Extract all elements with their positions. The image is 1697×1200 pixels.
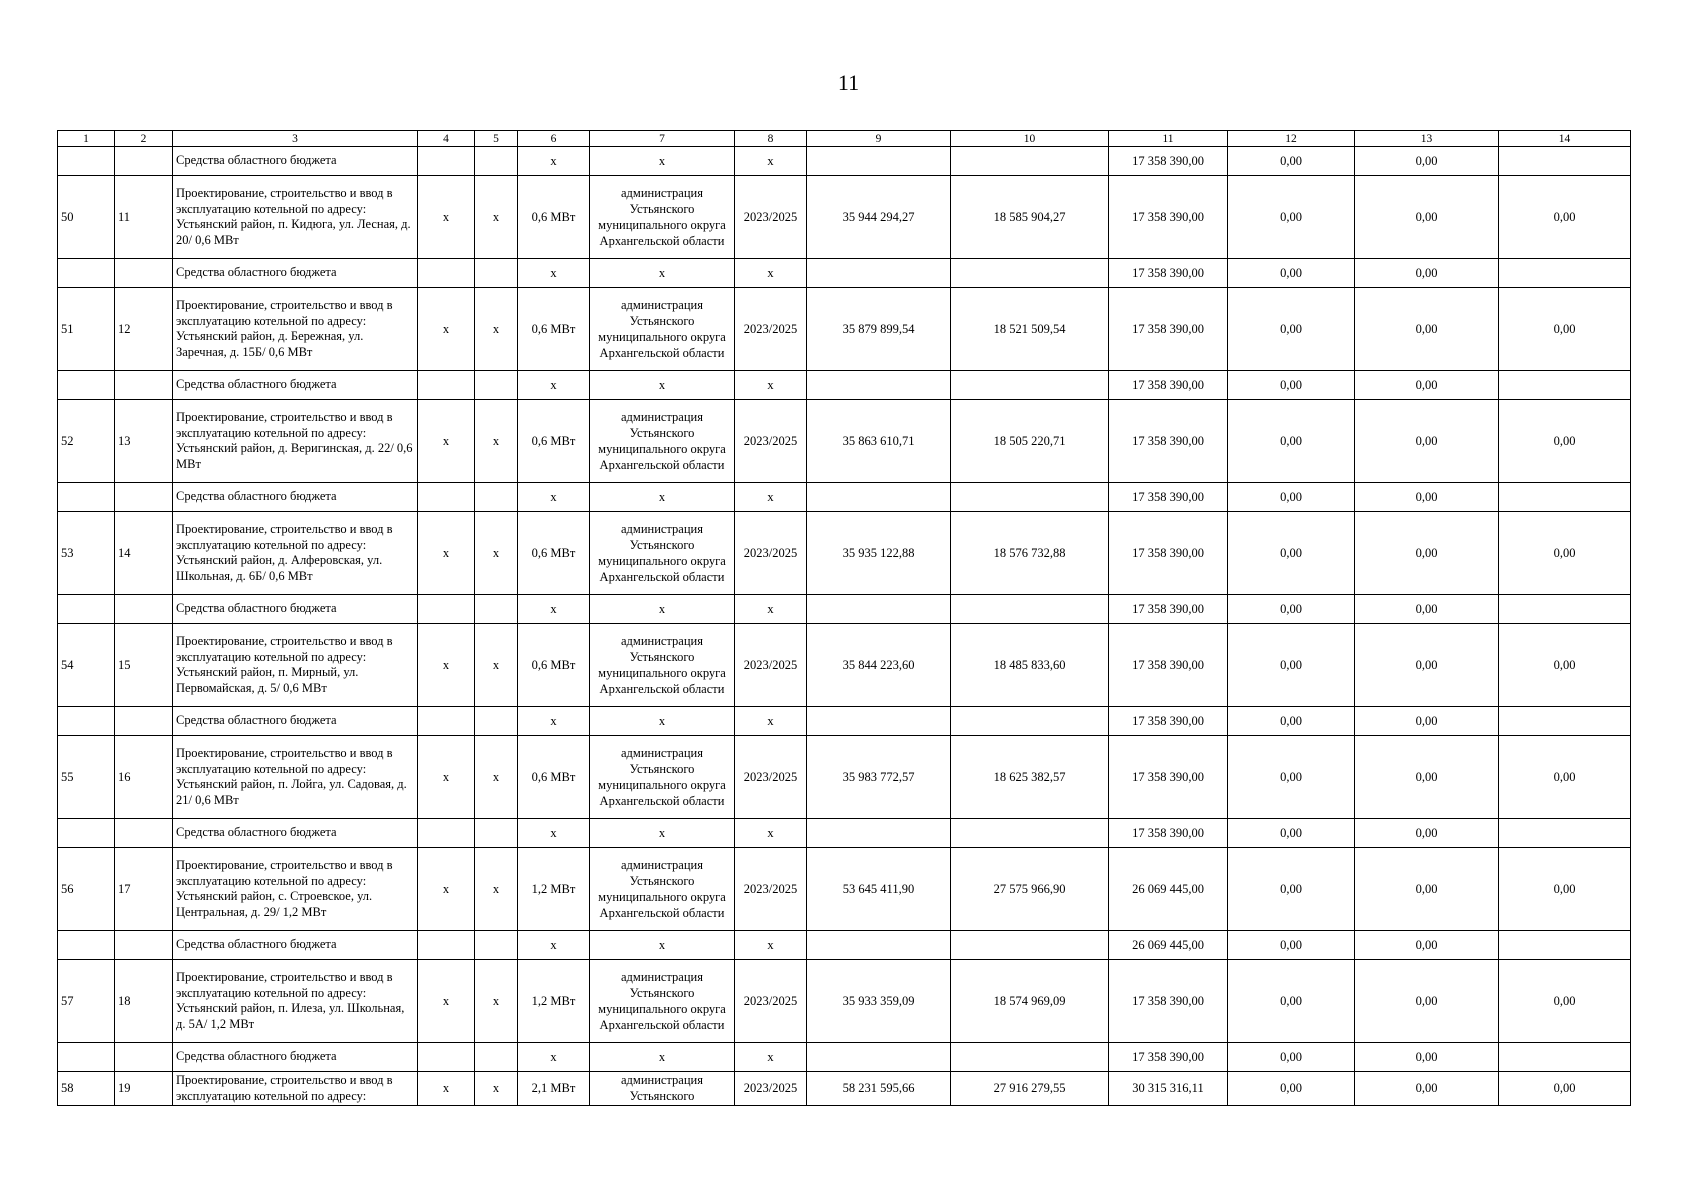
table-cell: 17 358 390,00 [1109,259,1228,288]
table-cell: х [475,1072,518,1106]
table-cell: 0,00 [1499,288,1631,371]
table-cell: администрация Устьянского муниципального округа Архангельской области [590,960,735,1043]
table-cell: 0,00 [1228,624,1355,707]
table-cell: 17 358 390,00 [1109,595,1228,624]
table-cell [807,371,951,400]
table-cell [1499,931,1631,960]
table-cell: 17 358 390,00 [1109,147,1228,176]
table-cell: Проектирование, строительство и ввод в эксплуатацию котельной по адресу: Устьянский район, д. Алферовская, ул. Школьная, д. 6Б/ 0,6 МВт [173,512,418,595]
table-cell: 18 505 220,71 [951,400,1109,483]
table-cell: 0,00 [1228,1043,1355,1072]
table-cell: 35 944 294,27 [807,176,951,259]
table-cell [1499,1043,1631,1072]
table-cell: Средства областного бюджета [173,707,418,736]
table-cell: 0,00 [1499,848,1631,931]
table-cell: Средства областного бюджета [173,147,418,176]
table-cell: 0,00 [1355,371,1499,400]
table-cell: 0,00 [1228,371,1355,400]
table-cell: 17 358 390,00 [1109,176,1228,259]
object-row [58,1072,1631,1106]
page-number: 11 [837,70,860,95]
table-cell: Средства областного бюджета [173,819,418,848]
object-row [58,736,1631,819]
table-cell: Проектирование, строительство и ввод в эксплуатацию котельной по адресу: Устьянский район, с. Строевское, ул. Центральная, д. 29/ 1,2 МВт [173,848,418,931]
table-cell: 0,00 [1228,931,1355,960]
table-cell: 0,00 [1499,1072,1631,1106]
table-cell: Проектирование, строительство и ввод в эксплуатацию котельной по адресу: [173,1072,418,1106]
object-row [58,400,1631,483]
object-row [58,176,1631,259]
table-cell: администрация Устьянского муниципального округа Архангельской области [590,288,735,371]
table-cell [951,483,1109,512]
table-cell [115,259,173,288]
table-cell: 0,00 [1499,960,1631,1043]
table-cell [807,1043,951,1072]
table-cell: администрация Устьянского [590,1072,735,1106]
table-cell: х [735,483,807,512]
table-cell [418,1043,475,1072]
column-number-row [58,131,1631,147]
table-cell: 56 [58,848,115,931]
table-cell: х [590,483,735,512]
column-number: 12 [1228,131,1355,147]
table-cell: 19 [115,1072,173,1106]
table-cell [951,147,1109,176]
table-cell: 53 [58,512,115,595]
table-cell: 0,00 [1355,736,1499,819]
column-number: 13 [1355,131,1499,147]
table-cell: администрация Устьянского муниципального округа Архангельской области [590,624,735,707]
table-cell [418,707,475,736]
column-number: 11 [1109,131,1228,147]
table-cell: 2023/2025 [735,1072,807,1106]
table-cell: 13 [115,400,173,483]
table-cell: 18 485 833,60 [951,624,1109,707]
funding-row [58,483,1631,512]
table-cell: х [518,259,590,288]
table-cell: х [735,147,807,176]
table-cell: 0,00 [1499,400,1631,483]
table-cell: 0,00 [1355,819,1499,848]
object-row [58,512,1631,595]
table-cell [1499,707,1631,736]
table-cell: х [590,931,735,960]
table-cell [418,483,475,512]
table-cell: х [735,931,807,960]
table-cell: 17 358 390,00 [1109,736,1228,819]
table-cell [115,483,173,512]
table-cell: 0,00 [1228,960,1355,1043]
table-cell [1499,147,1631,176]
table-cell: х [735,707,807,736]
table-cell [418,259,475,288]
table-cell [115,371,173,400]
table-cell: 0,6 МВт [518,736,590,819]
table-cell: х [475,400,518,483]
table-cell: х [475,624,518,707]
table-cell: 0,00 [1228,1072,1355,1106]
object-row [58,960,1631,1043]
table-cell: 35 879 899,54 [807,288,951,371]
table-cell: Средства областного бюджета [173,483,418,512]
funding-row [58,371,1631,400]
table-cell: 1,2 МВт [518,848,590,931]
table-cell [115,707,173,736]
table-cell: 0,00 [1355,147,1499,176]
column-number: 7 [590,131,735,147]
table-cell: Средства областного бюджета [173,371,418,400]
table-cell [58,259,115,288]
table-cell [115,595,173,624]
column-number: 10 [951,131,1109,147]
table-cell: 0,00 [1355,960,1499,1043]
table-cell: 17 358 390,00 [1109,288,1228,371]
table-cell [58,1043,115,1072]
table-cell: х [590,259,735,288]
table-cell: х [518,819,590,848]
table-cell [951,931,1109,960]
table-cell: 2023/2025 [735,736,807,819]
table-cell: х [418,848,475,931]
table-cell: администрация Устьянского муниципального округа Архангельской области [590,736,735,819]
table-cell: Проектирование, строительство и ввод в эксплуатацию котельной по адресу: Устьянский район, п. Лойга, ул. Садовая, д. 21/ 0,6 МВт [173,736,418,819]
table-cell [115,819,173,848]
table-cell: 0,00 [1228,483,1355,512]
table-cell [418,371,475,400]
table-cell: 17 358 390,00 [1109,371,1228,400]
table-cell: 52 [58,400,115,483]
table-cell: х [735,1043,807,1072]
table-cell [475,931,518,960]
table-cell: 2023/2025 [735,848,807,931]
table-cell: 0,00 [1228,736,1355,819]
table-cell: 0,00 [1228,176,1355,259]
table-cell: 18 625 382,57 [951,736,1109,819]
table-cell: 55 [58,736,115,819]
table-cell: х [590,819,735,848]
table-cell: 12 [115,288,173,371]
table-cell [807,595,951,624]
table-cell: 51 [58,288,115,371]
table-cell: х [518,1043,590,1072]
table-cell [58,371,115,400]
table-cell: 2023/2025 [735,512,807,595]
table-cell: 18 521 509,54 [951,288,1109,371]
table-cell [58,931,115,960]
table-cell: 26 069 445,00 [1109,848,1228,931]
table-cell: х [518,483,590,512]
table-cell: 0,6 МВт [518,176,590,259]
table-cell: 17 358 390,00 [1109,819,1228,848]
table-cell: 35 935 122,88 [807,512,951,595]
table-cell: 0,00 [1228,400,1355,483]
table-cell [1499,371,1631,400]
table-cell: х [735,371,807,400]
table-cell: 0,00 [1228,819,1355,848]
table-cell: х [590,371,735,400]
budget-table [57,130,1631,1106]
table-cell: х [418,736,475,819]
table-cell: 0,00 [1228,512,1355,595]
table-cell: 0,00 [1499,512,1631,595]
table-cell: 0,00 [1355,512,1499,595]
table-cell: администрация Устьянского муниципального округа Архангельской области [590,848,735,931]
table-cell: Проектирование, строительство и ввод в эксплуатацию котельной по адресу: Устьянский район, д. Бережная, ул. Заречная, д. 15Б/ 0,6 МВт [173,288,418,371]
table-cell: 50 [58,176,115,259]
table-cell: 0,00 [1228,595,1355,624]
table-cell [115,1043,173,1072]
table-cell [951,595,1109,624]
table-cell: 17 358 390,00 [1109,483,1228,512]
table-cell: администрация Устьянского муниципального округа Архангельской области [590,176,735,259]
table-cell: Средства областного бюджета [173,1043,418,1072]
table-cell [1499,595,1631,624]
table-cell: 17 358 390,00 [1109,400,1228,483]
table-cell: Проектирование, строительство и ввод в эксплуатацию котельной по адресу: Устьянский район, д. Веригинская, д. 22/ 0,6 МВт [173,400,418,483]
table-cell [418,147,475,176]
table-cell: х [418,624,475,707]
table-cell [951,707,1109,736]
table-cell: х [418,176,475,259]
table-cell: х [590,147,735,176]
table-cell: 0,00 [1499,624,1631,707]
table-cell [475,147,518,176]
table-cell: 27 575 966,90 [951,848,1109,931]
funding-row [58,931,1631,960]
table-cell [475,595,518,624]
table-cell [951,819,1109,848]
table-cell [475,1043,518,1072]
table-cell [951,371,1109,400]
table-cell: 0,00 [1355,483,1499,512]
table-cell: 53 645 411,90 [807,848,951,931]
table-cell [475,819,518,848]
table-cell: 2023/2025 [735,960,807,1043]
table-cell: 0,00 [1228,707,1355,736]
table-cell [807,707,951,736]
table-cell: 54 [58,624,115,707]
table-cell: администрация Устьянского муниципального округа Архангельской области [590,400,735,483]
table-cell: х [518,931,590,960]
table-cell [807,259,951,288]
table-cell [58,707,115,736]
column-number: 9 [807,131,951,147]
table-cell: 0,00 [1355,595,1499,624]
object-row [58,848,1631,931]
table-cell: х [735,595,807,624]
table-cell [807,819,951,848]
table-cell: 2023/2025 [735,176,807,259]
table-cell: 27 916 279,55 [951,1072,1109,1106]
table-cell [115,931,173,960]
table-cell: х [475,736,518,819]
object-row [58,288,1631,371]
table-cell: 17 358 390,00 [1109,624,1228,707]
table-cell: 0,6 МВт [518,400,590,483]
table-cell: х [735,819,807,848]
table-cell: х [418,288,475,371]
table-cell: х [518,707,590,736]
table-cell: 18 585 904,27 [951,176,1109,259]
table-cell: 16 [115,736,173,819]
table-cell [58,147,115,176]
table-cell: х [590,595,735,624]
table-cell: 0,00 [1355,624,1499,707]
table-cell [58,483,115,512]
object-row [58,624,1631,707]
table-cell [475,259,518,288]
table-cell: х [518,595,590,624]
table-cell: Проектирование, строительство и ввод в эксплуатацию котельной по адресу: Устьянский район, п. Кидюга, ул. Лесная, д. 20/ 0,6 МВт [173,176,418,259]
table-cell: 0,00 [1355,1043,1499,1072]
funding-row [58,819,1631,848]
table-cell: 0,00 [1228,848,1355,931]
table-cell: х [418,512,475,595]
table-cell: 0,00 [1228,288,1355,371]
table-cell: х [518,371,590,400]
table-cell: Средства областного бюджета [173,931,418,960]
table-cell: 0,00 [1355,931,1499,960]
table-cell: 0,00 [1355,288,1499,371]
table-cell: 2023/2025 [735,288,807,371]
table-cell: администрация Устьянского муниципального округа Архангельской области [590,512,735,595]
table-cell: Проектирование, строительство и ввод в эксплуатацию котельной по адресу: Устьянский район, п. Мирный, ул. Первомайская, д. 5/ 0,6 МВт [173,624,418,707]
table-cell: 0,00 [1355,1072,1499,1106]
funding-row [58,595,1631,624]
table-cell: 35 844 223,60 [807,624,951,707]
table-cell: 58 [58,1072,115,1106]
table-cell: Средства областного бюджета [173,259,418,288]
table-cell: 14 [115,512,173,595]
table-cell: 35 863 610,71 [807,400,951,483]
table-cell [475,707,518,736]
table-cell: х [590,707,735,736]
table-cell: 0,00 [1228,259,1355,288]
table-cell [475,371,518,400]
funding-row [58,1043,1631,1072]
column-number: 3 [173,131,418,147]
table-cell: 30 315 316,11 [1109,1072,1228,1106]
column-number: 2 [115,131,173,147]
table-cell: 17 358 390,00 [1109,707,1228,736]
table-cell [1499,259,1631,288]
table-cell: 1,2 МВт [518,960,590,1043]
table-cell: х [418,400,475,483]
table-cell: 11 [115,176,173,259]
table-cell: 0,00 [1499,736,1631,819]
table-cell: 17 [115,848,173,931]
table-cell [418,931,475,960]
table-cell: х [418,960,475,1043]
table-cell: х [475,288,518,371]
table-cell: 0,6 МВт [518,288,590,371]
table-cell: 0,00 [1355,400,1499,483]
table-cell: х [418,1072,475,1106]
table-cell: 17 358 390,00 [1109,1043,1228,1072]
table-cell: 0,00 [1499,176,1631,259]
table-cell [807,147,951,176]
table-cell: 15 [115,624,173,707]
table-cell: х [735,259,807,288]
funding-row [58,707,1631,736]
table-cell: 57 [58,960,115,1043]
table-cell [1499,819,1631,848]
table-cell: 18 574 969,09 [951,960,1109,1043]
table-cell: 2023/2025 [735,624,807,707]
table-cell: 17 358 390,00 [1109,960,1228,1043]
table-cell: х [590,1043,735,1072]
table-cell: 0,00 [1355,848,1499,931]
table-cell: 26 069 445,00 [1109,931,1228,960]
table-cell: х [475,848,518,931]
table-cell [475,483,518,512]
table-cell: 0,00 [1355,707,1499,736]
table-cell: 2,1 МВт [518,1072,590,1106]
column-number: 8 [735,131,807,147]
table-cell: х [475,176,518,259]
column-number: 1 [58,131,115,147]
table-cell [418,595,475,624]
table-cell [58,595,115,624]
table-cell [115,147,173,176]
table-cell: 35 983 772,57 [807,736,951,819]
table-cell: х [475,960,518,1043]
table-cell: х [475,512,518,595]
table-cell: Проектирование, строительство и ввод в эксплуатацию котельной по адресу: Устьянский район, п. Илеза, ул. Школьная, д. 5А/ 1,2 МВт [173,960,418,1043]
table-cell [58,819,115,848]
table-cell [951,1043,1109,1072]
table-cell: 58 231 595,66 [807,1072,951,1106]
funding-row [58,147,1631,176]
table-cell: 35 933 359,09 [807,960,951,1043]
table-cell [807,931,951,960]
table-cell [807,483,951,512]
table-cell: 0,00 [1355,259,1499,288]
table-cell: 0,6 МВт [518,624,590,707]
table-cell: 18 576 732,88 [951,512,1109,595]
table-cell: 18 [115,960,173,1043]
table-cell: 2023/2025 [735,400,807,483]
funding-row [58,259,1631,288]
table-cell: 0,00 [1355,176,1499,259]
column-number: 5 [475,131,518,147]
table-cell [418,819,475,848]
column-number: 4 [418,131,475,147]
table-cell: Средства областного бюджета [173,595,418,624]
table-cell [1499,483,1631,512]
column-number: 6 [518,131,590,147]
table-cell: 0,00 [1228,147,1355,176]
table-cell: х [518,147,590,176]
table-cell [951,259,1109,288]
table-cell: 0,6 МВт [518,512,590,595]
column-number: 14 [1499,131,1631,147]
table-cell: 17 358 390,00 [1109,512,1228,595]
